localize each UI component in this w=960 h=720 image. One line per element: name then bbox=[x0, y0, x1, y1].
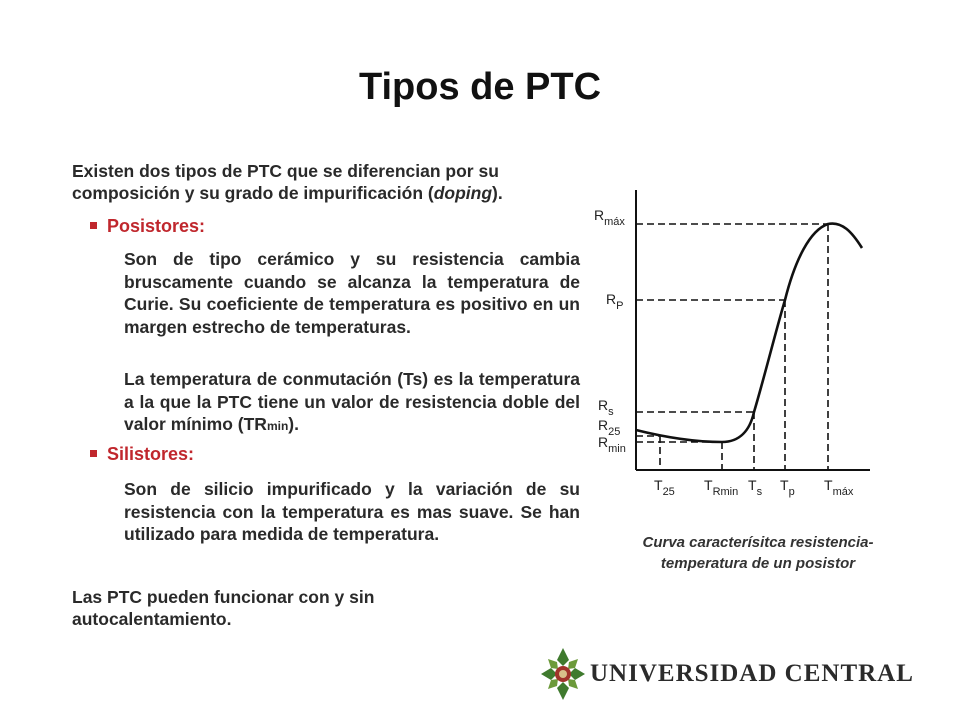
bullet-square-icon bbox=[90, 450, 97, 457]
university-emblem-icon bbox=[540, 646, 586, 702]
ptc-curve bbox=[636, 224, 862, 442]
slide-title: Tipos de PTC bbox=[358, 66, 602, 108]
x-tick-labels bbox=[654, 477, 854, 498]
intro-text bbox=[72, 160, 582, 204]
chart-caption: Curva caracterísitca resistencia-temperatura de un posistor bbox=[642, 534, 874, 572]
posistores-paragraph-2 bbox=[124, 368, 580, 438]
y-tick-rs: $R_s$ bbox=[598, 397, 614, 418]
posistores-p2-sub: min bbox=[266, 419, 289, 433]
y-tick-labels bbox=[594, 207, 626, 455]
bullet-posistores bbox=[90, 216, 205, 237]
posistores-p2-end: ). bbox=[288, 414, 299, 434]
x-tick-tmax: $T_{máx}$ bbox=[824, 477, 854, 498]
y-tick-rmax: $R_{máx}$ bbox=[594, 207, 625, 228]
x-tick-t25: $T_{25}$ bbox=[654, 477, 675, 498]
university-logo bbox=[540, 646, 940, 702]
bullet-label: Silistores: bbox=[107, 444, 195, 464]
footer-text: Las PTC pueden funcionar con y sin autocalentamiento. bbox=[72, 587, 375, 629]
silistores-paragraph: Son de silicio impurificado y la variación de su resistencia con la temperatura es mas suave. Se han utilizado para medida de temperatura. bbox=[124, 479, 580, 544]
y-tick-rmin: $R_{min}$ bbox=[598, 434, 626, 455]
posistores-paragraph-1: Son de tipo cerámico y su resistencia cambia bruscamente cuando se alcanza la temperatura de Curie. Su coeficiente de temperatura es positivo en un margen estrecho de temperaturas. bbox=[124, 249, 580, 337]
x-tick-trmin: $T_{Rmin}$ bbox=[704, 477, 739, 498]
resistance-temperature-chart bbox=[580, 190, 880, 510]
bullet-square-icon bbox=[90, 222, 97, 229]
intro-pre: Existen dos tipos de PTC que se diferencian por su composición y su grado de impurificación ( bbox=[72, 161, 499, 203]
x-tick-tp: $T_p$ bbox=[780, 477, 795, 498]
bullet-silistores bbox=[90, 444, 194, 465]
intro-emphasis: doping bbox=[433, 183, 493, 203]
y-tick-r25: $R_{25}$ bbox=[598, 417, 621, 438]
posistores-p2-text: La temperatura de conmutación (Ts) es la temperatura a la que la PTC tiene un valor de resistencia doble del valor mínimo (TR bbox=[124, 369, 580, 434]
x-tick-ts: $T_s$ bbox=[748, 477, 763, 498]
intro-post: ). bbox=[492, 183, 503, 203]
bullet-label: Posistores: bbox=[107, 216, 206, 236]
logo-wordmark: UNIVERSIDAD CENTRAL bbox=[590, 660, 914, 687]
y-tick-rp: $R_P$ bbox=[606, 291, 624, 312]
